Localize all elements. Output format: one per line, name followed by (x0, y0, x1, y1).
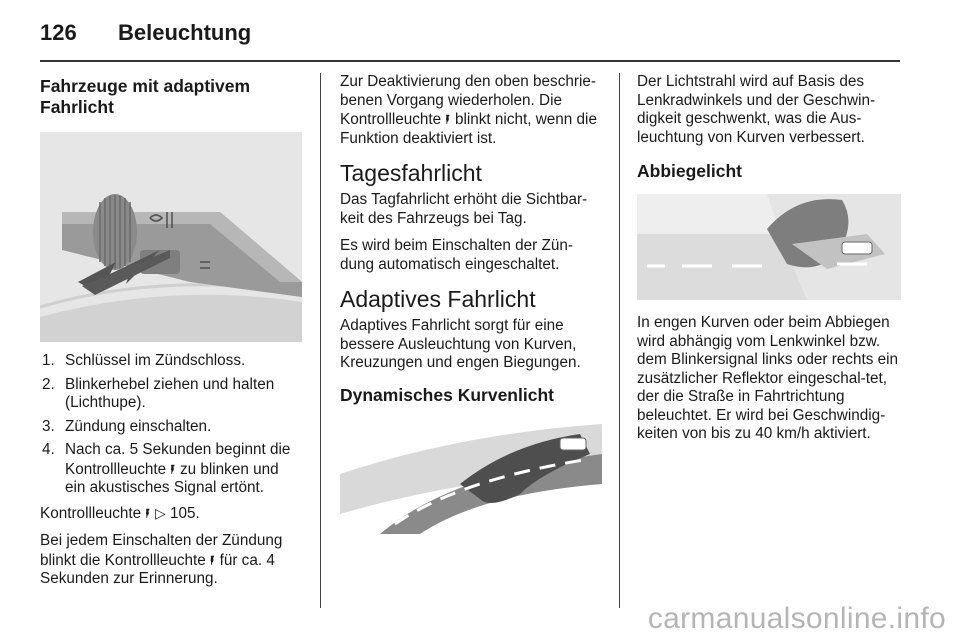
paragraph: Adaptives Fahrlicht sorgt für eine bessere Ausleuchtung von Kurven, Kreuzungen und engen Biegungen. (340, 317, 581, 371)
adaptive-light-indicator-icon: 🖡 (170, 460, 176, 477)
paragraph: Das Tagfahrlicht erhöht die Sichtbar-keit des Fahrzeugs bei Tag. (340, 191, 588, 227)
deactivation-text: Zur Deaktivierung den oben beschrie-benen Vorgang wiederholen. Die Kontrollleuchte 🖡 blinkt nicht, wenn die Funktion deaktiviert ist. (340, 73, 597, 147)
heading-dynamic-curve-light: Dynamisches Kurvenlicht (340, 384, 554, 405)
column-divider-1 (320, 73, 321, 608)
curve-light-illustration (340, 414, 602, 534)
page-reference-arrow-icon: ▷ (154, 504, 166, 521)
paragraph: In engen Kurven oder beim Abbiegen wird abhängig vom Lenkwinkel bzw. dem Blinkersignal links oder rechts ein zusätzlicher Reflektor eingeschal-tet, der die Straße in Fahrtrichtung beleuchtet. Er wird bei Geschwindig-keiten von bis zu 40 km/h aktiviert. (637, 314, 899, 442)
column-divider-2 (619, 73, 620, 608)
adaptive-light-indicator-icon: 🖡 (145, 504, 151, 521)
page-number: 126 (40, 20, 77, 45)
list-item: 1. Schlüssel im Zündschloss. (42, 352, 246, 369)
column-1 (40, 73, 302, 598)
header-divider (40, 60, 900, 62)
activation-steps (40, 352, 302, 498)
page-header (40, 18, 900, 58)
paragraph: Der Lichtstrahl wird auf Basis des Lenkradwinkels und der Geschwin-digkeit geschwenkt, was die Aus-leuchtung von Kurven verbessert. (637, 73, 876, 146)
column-2 (340, 73, 602, 534)
turn-signal-lever-illustration (40, 132, 302, 342)
list-item: 3. Zündung einschalten. (42, 417, 212, 435)
column-3 (637, 73, 901, 453)
reminder-text: Bei jedem Einschalten der Zündung blinkt die Kontrollleuchte 🖡 für ca. 4 Sekunden zur Erinnerung. (40, 532, 283, 587)
adaptive-light-indicator-icon: 🖡 (210, 551, 216, 568)
cornering-light-illustration (637, 194, 901, 300)
heading-adaptive-forward-lighting: Adaptives Fahrlicht (340, 286, 536, 312)
heading-daytime-running-lights: Tagesfahrlicht (340, 160, 482, 186)
paragraph: Es wird beim Einschalten der Zün-dung automatisch eingeschaltet. (340, 237, 573, 273)
indicator-reference: Kontrollleuchte 🖡 ▷ 105. (40, 504, 200, 522)
heading-adaptive-vehicles: Fahrzeuge mit adaptivem Fahrlicht (40, 76, 251, 117)
section-title: Beleuchtung (118, 20, 252, 45)
adaptive-light-indicator-icon: 🖡 (445, 111, 451, 127)
list-item: 2. Blinkerhebel ziehen und halten (Lichthupe). (42, 375, 275, 411)
heading-cornering-light: Abbiegelicht (637, 161, 743, 181)
watermark: carmanualsonline.info (647, 602, 946, 635)
list-item: 4. Nach ca. 5 Sekunden beginnt die Kontrollleuchte 🖡 zu blinken und ein akustisches Signal ertönt. (42, 441, 291, 496)
